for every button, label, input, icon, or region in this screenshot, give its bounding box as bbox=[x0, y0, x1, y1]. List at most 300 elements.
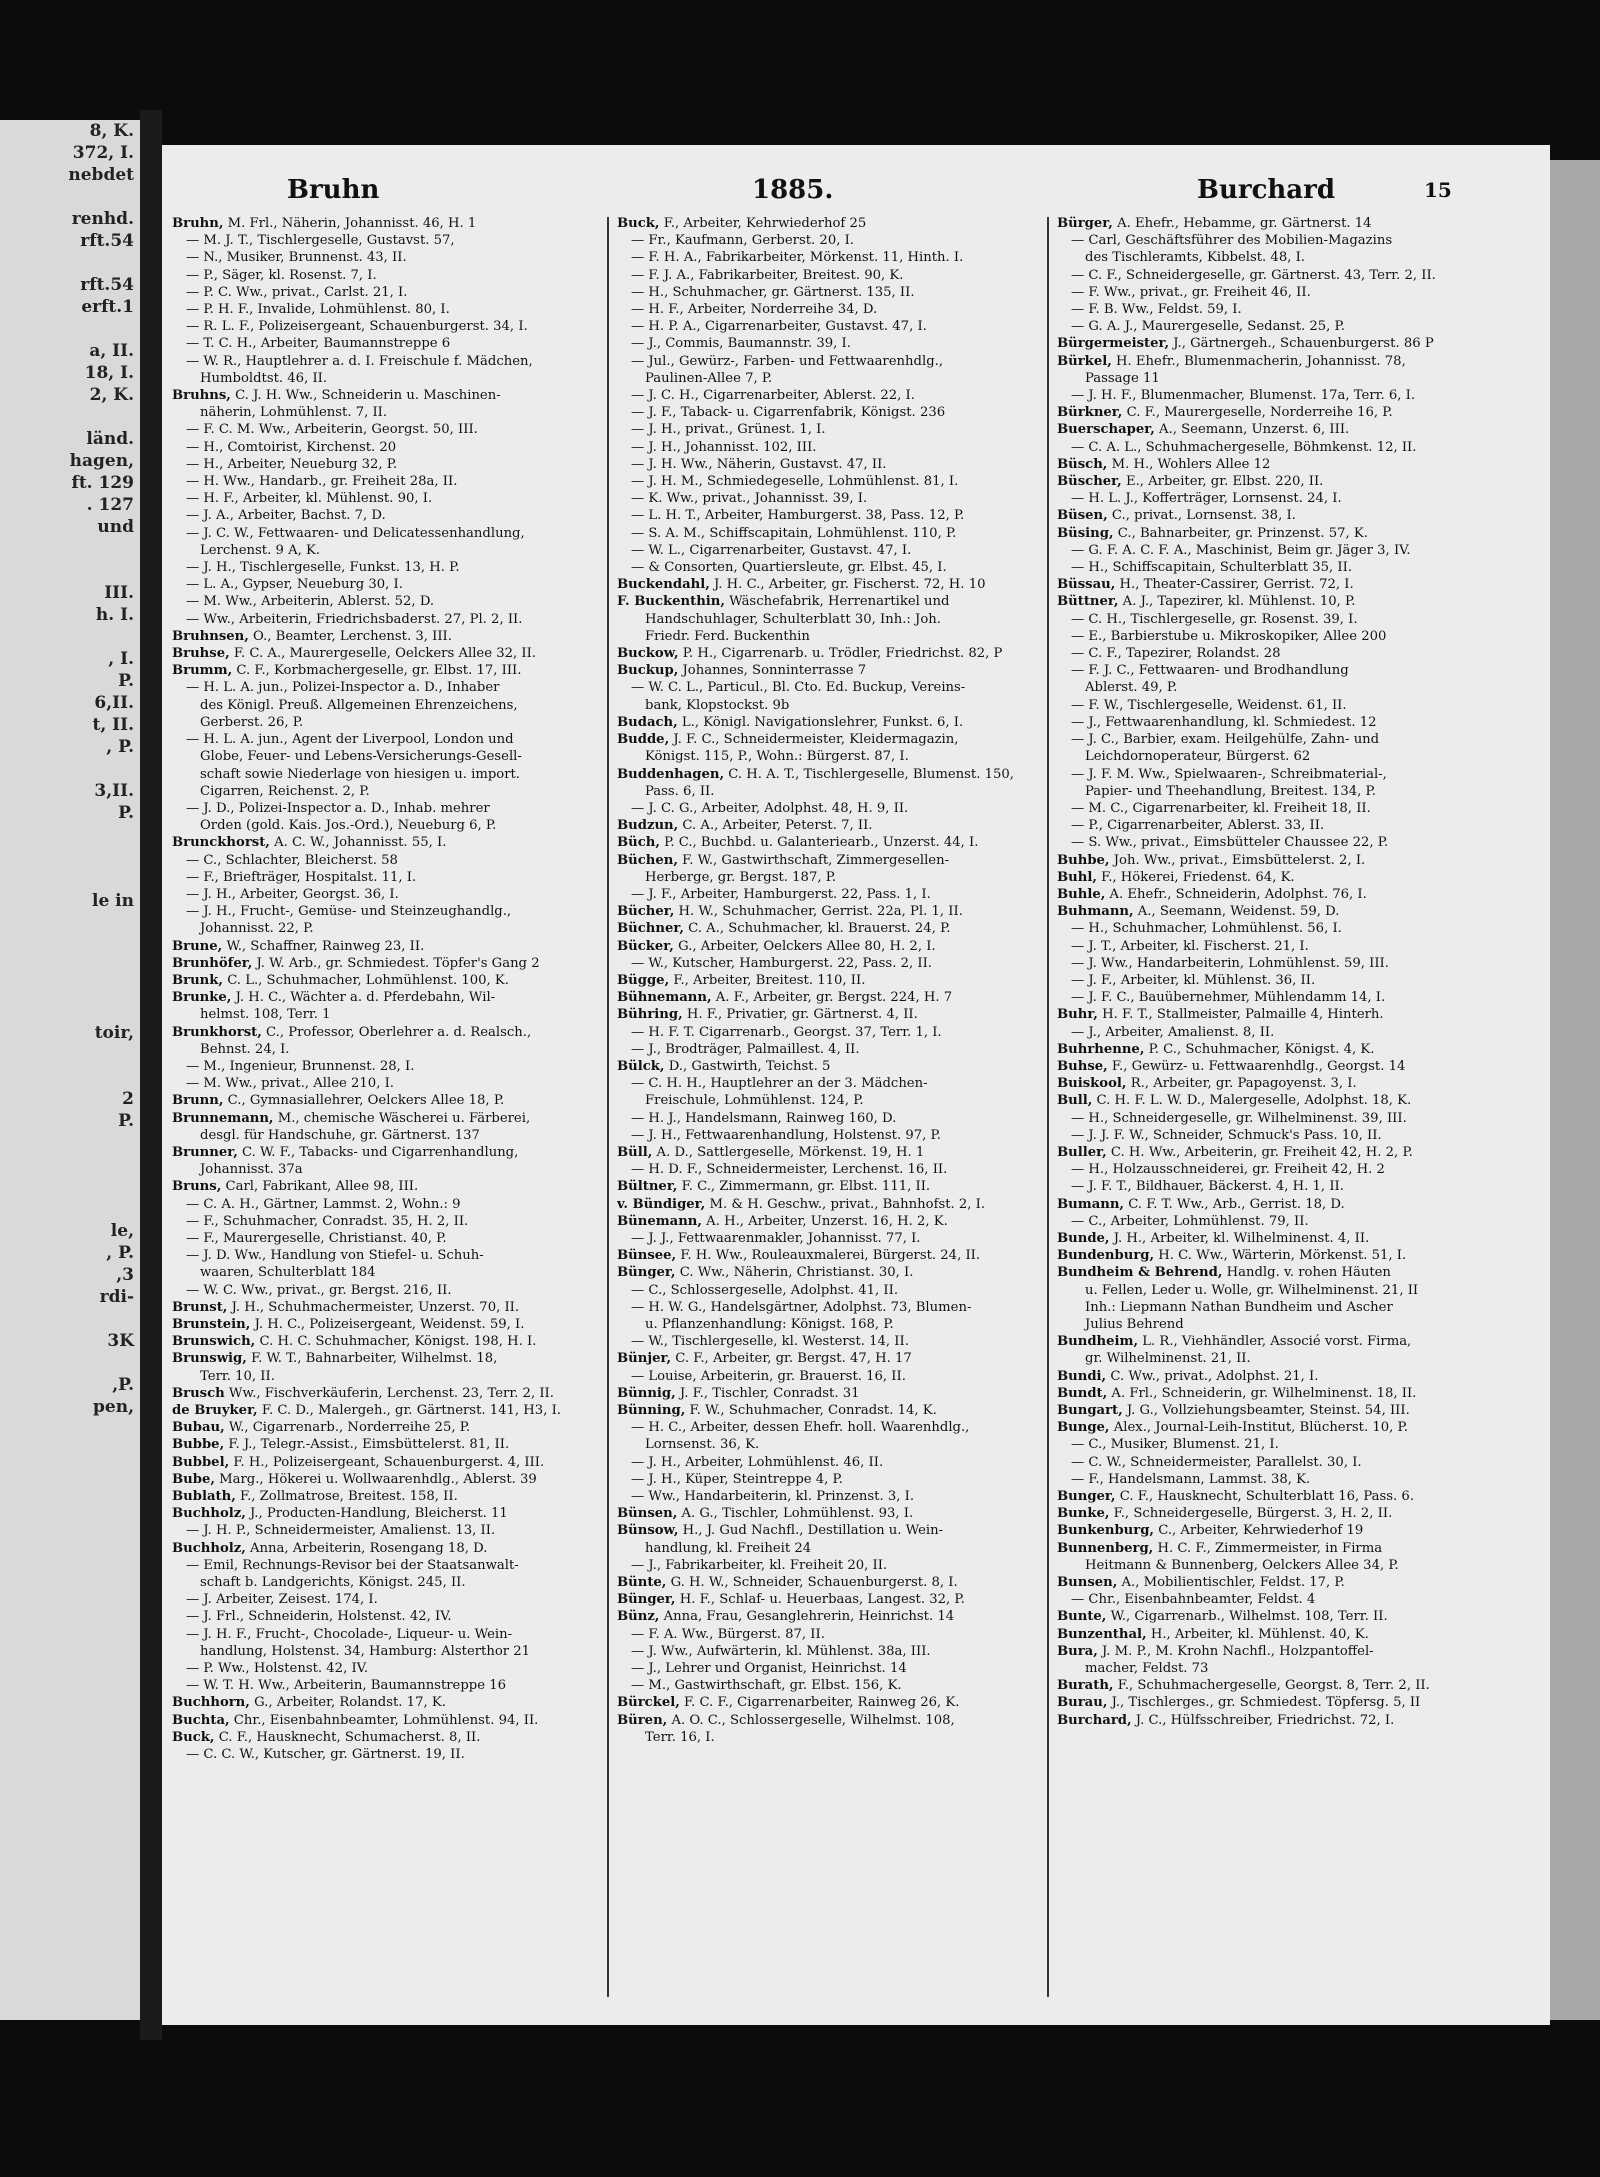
directory-entry-line bbox=[1057, 421, 1482, 438]
entry-details: F. W., Gastwirthschaft, Zimmergesellen- bbox=[677, 852, 950, 868]
previous-page-fragment bbox=[0, 538, 140, 560]
directory-entry-line: — H. W. G., Handelsgärtner, Adolphst. 73, Blumen- bbox=[631, 1299, 972, 1315]
entry-details: W., Schaffner, Rainweg 23, II. bbox=[222, 938, 425, 954]
directory-entry-line: Orden (gold. Kais. Jos.-Ord.), Neueburg 6, P. bbox=[200, 818, 497, 834]
directory-entry-line: — C. H. H., Hauptlehrer an der 3. Mädchen- bbox=[631, 1076, 928, 1092]
entry-surname: Bunke, bbox=[1057, 1506, 1110, 1522]
previous-page-fragment bbox=[0, 846, 140, 868]
entry-details: C. A., Schuhmacher, kl. Brauerst. 24, P. bbox=[683, 921, 951, 937]
entry-surname: Buhmann, bbox=[1057, 904, 1134, 920]
entry-details: P. C., Schuhmacher, Königst. 4, K. bbox=[1144, 1041, 1375, 1057]
entry-details: L. R., Viehhändler, Associé vorst. Firma, bbox=[1138, 1334, 1412, 1350]
previous-page-fragment bbox=[0, 1352, 140, 1374]
directory-entry-line bbox=[617, 1712, 1042, 1729]
directory-entry-line: — G. A. J., Maurergeselle, Sedanst. 25, P. bbox=[1071, 319, 1345, 335]
entry-details: Anna, Frau, Gesanglehrerin, Heinrichst. 14 bbox=[659, 1609, 955, 1625]
entry-details: M. H., Wohlers Allee 12 bbox=[1107, 456, 1271, 472]
entry-surname: Bunger, bbox=[1057, 1489, 1116, 1505]
entry-details: C., Arbeiter, Kehrwiederhof 19 bbox=[1154, 1523, 1364, 1539]
directory-entry-line: — J. D. Ww., Handlung von Stiefel- u. Schuh- bbox=[186, 1248, 484, 1264]
entry-surname: Bürgermeister, bbox=[1057, 336, 1170, 352]
entry-surname: Bünemann, bbox=[617, 1213, 702, 1229]
directory-entry-line: — Jul., Gewürz-, Farben- und Fettwaarenhdlg., bbox=[631, 353, 944, 369]
entry-surname: Buckendahl, bbox=[617, 577, 710, 593]
directory-entry-line: — J. H. M., Schmiedegeselle, Lohmühlenst. 81, I. bbox=[631, 474, 959, 490]
directory-entry-line bbox=[1057, 1385, 1482, 1402]
entry-details: C. F., Arbeiter, gr. Bergst. 47, H. 17 bbox=[671, 1351, 912, 1367]
directory-entry-line bbox=[1057, 576, 1482, 593]
directory-entry-line: — W. T. H. Ww., Arbeiterin, Baumannstreppe 16 bbox=[186, 1678, 507, 1694]
directory-entry-line: — C. F., Tapezirer, Rolandst. 28 bbox=[1071, 646, 1281, 662]
directory-entry-line bbox=[1057, 1144, 1482, 1161]
directory-entry-line bbox=[617, 1006, 1042, 1023]
directory-entry-line: — C., Schlachter, Bleicherst. 58 bbox=[186, 852, 398, 868]
entry-surname: Bunge, bbox=[1057, 1420, 1110, 1436]
entry-details: J., Tischlerges., gr. Schmiedest. Töpfersg. 5, II bbox=[1107, 1695, 1421, 1711]
entry-surname: Büssau, bbox=[1057, 577, 1116, 593]
entry-details: C. H. F. L. W. D., Malergeselle, Adolphst. 18, K. bbox=[1092, 1093, 1412, 1109]
directory-entry-line: Johannisst. 22, P. bbox=[200, 921, 314, 937]
entry-details: A., Mobilientischler, Feldst. 17, P. bbox=[1117, 1575, 1345, 1591]
directory-entry-line: — M. J. T., Tischlergeselle, Gustavst. 57, bbox=[186, 233, 455, 249]
directory-entry-line bbox=[1057, 1626, 1482, 1643]
entry-details: M., chemische Wäscherei u. Färberei, bbox=[273, 1110, 531, 1126]
entry-surname: Bültner, bbox=[617, 1179, 678, 1195]
directory-entry-line: — T. C. H., Arbeiter, Baumannstreppe 6 bbox=[186, 336, 451, 352]
directory-entry-line: Julius Behrend bbox=[1085, 1317, 1184, 1332]
directory-entry-line: Papier- und Theehandlung, Breitest. 134, P. bbox=[1085, 783, 1376, 799]
directory-entry-line: Cigarren, Reichenst. 2, P. bbox=[200, 783, 370, 799]
directory-entry-line bbox=[1057, 1075, 1482, 1092]
directory-entry-line: — Louise, Arbeiterin, gr. Brauerst. 16, II. bbox=[631, 1368, 906, 1384]
entry-details: A., Seemann, Unzerst. 6, III. bbox=[1154, 422, 1350, 438]
directory-entry-line: — C., Schlossergeselle, Adolphst. 41, II. bbox=[631, 1282, 899, 1298]
entry-details: H. F., Schlaf- u. Heuerbaas, Langest. 32, P. bbox=[675, 1592, 965, 1608]
directory-entry-line: gr. Wilhelminenst. 21, II. bbox=[1085, 1351, 1251, 1367]
previous-page-fragment: ,P. bbox=[112, 1375, 134, 1395]
entry-surname: Buller, bbox=[1057, 1144, 1107, 1160]
directory-entry-line: Leichdornoperateur, Bürgerst. 62 bbox=[1085, 749, 1311, 765]
entry-details: W., Cigarrenarb., Wilhelmst. 108, Terr. II. bbox=[1106, 1609, 1388, 1625]
left-running-head: Bruhn bbox=[287, 175, 380, 205]
previous-page-fragment: le, bbox=[110, 1221, 134, 1241]
entry-surname: Büsch, bbox=[1057, 456, 1108, 472]
entry-details: C. A., Arbeiter, Peterst. 7, II. bbox=[678, 818, 873, 834]
directory-entry-line: — J. F., Taback- u. Cigarrenfabrik, Königst. 236 bbox=[631, 405, 946, 421]
entry-surname: de Bruyker, bbox=[172, 1403, 258, 1419]
directory-entry-line bbox=[172, 1694, 597, 1711]
entry-details: O., Beamter, Lerchenst. 3, III. bbox=[248, 628, 452, 644]
directory-entry-line: — L. A., Gypser, Neueburg 30, I. bbox=[186, 577, 403, 593]
directory-entry-line bbox=[617, 989, 1042, 1006]
entry-surname: Bünsen, bbox=[617, 1506, 678, 1522]
entry-details: G., Arbeiter, Oelckers Allee 80, H. 2, I. bbox=[673, 938, 936, 954]
directory-entry-line: — J. F. C., Bauübernehmer, Mühlendamm 14, I. bbox=[1071, 990, 1386, 1006]
entry-details: H. C. F., Zimmermeister, in Firma bbox=[1153, 1540, 1383, 1556]
directory-entry-line bbox=[617, 593, 1042, 610]
entry-details: M. & H. Geschw., privat., Bahnhofst. 2, I. bbox=[705, 1196, 986, 1212]
entry-surname: Burchard, bbox=[1057, 1712, 1132, 1728]
directory-entry-line bbox=[172, 1402, 597, 1419]
directory-entry-line: — J. H. Ww., Näherin, Gustavst. 47, II. bbox=[631, 456, 887, 472]
entry-surname: Brunst, bbox=[172, 1299, 228, 1315]
directory-entry-line: — M. Ww., privat., Allee 210, I. bbox=[186, 1076, 394, 1092]
entry-surname: Bundheim, bbox=[1057, 1334, 1139, 1350]
entry-surname: Bundt, bbox=[1057, 1385, 1108, 1401]
entry-surname: Bürger, bbox=[1057, 216, 1113, 231]
entry-details: A. H., Arbeiter, Unzerst. 16, H. 2, K. bbox=[701, 1213, 948, 1229]
previous-page-fragment bbox=[0, 1066, 140, 1088]
entry-surname: Bubau, bbox=[172, 1420, 225, 1436]
previous-page-fragment: nebdet bbox=[68, 165, 134, 185]
entry-surname: Bruns, bbox=[172, 1179, 222, 1195]
directory-entry-line: — F. C. M. Ww., Arbeiterin, Georgst. 50, III. bbox=[186, 422, 478, 438]
previous-page-edge bbox=[0, 120, 140, 2020]
previous-page-fragment: 3K bbox=[107, 1331, 134, 1351]
directory-entry-line bbox=[617, 1694, 1042, 1711]
directory-entry-line bbox=[617, 1350, 1042, 1367]
directory-entry-line bbox=[1057, 869, 1482, 886]
entry-details: F. C. A., Maurergeselle, Oelckers Allee 32, II. bbox=[229, 646, 536, 662]
previous-page-fragment bbox=[0, 1462, 140, 1484]
entry-details: G., Arbeiter, Rolandst. 17, K. bbox=[249, 1695, 446, 1711]
directory-entry-line: Lornsenst. 36, K. bbox=[645, 1437, 760, 1453]
directory-entry-line bbox=[1057, 1608, 1482, 1625]
entry-surname: Büch, bbox=[617, 835, 660, 851]
directory-entry-line: — N., Musiker, Brunnenst. 43, II. bbox=[186, 250, 407, 266]
scanner-edge bbox=[1550, 160, 1600, 2020]
entry-surname: Bünger, bbox=[617, 1265, 676, 1281]
entry-surname: Budach, bbox=[617, 714, 678, 730]
directory-entry-line bbox=[1057, 1058, 1482, 1075]
column-3 bbox=[1057, 215, 1482, 1995]
directory-entry-line bbox=[1057, 525, 1482, 542]
directory-entry-line bbox=[172, 1488, 597, 1505]
entry-details: Handlg. v. rohen Häuten bbox=[1222, 1265, 1391, 1281]
entry-details: C., Bahnarbeiter, gr. Prinzenst. 57, K. bbox=[1113, 525, 1368, 541]
directory-entry-line bbox=[1057, 1505, 1482, 1522]
entry-details: Alex., Journal-Leih-Institut, Blücherst. 10, P. bbox=[1109, 1420, 1408, 1436]
entry-details: J. H., Arbeiter, kl. Wilhelminenst. 4, II. bbox=[1109, 1230, 1370, 1246]
previous-page-fragment: 372, I. bbox=[72, 143, 134, 163]
previous-page-fragment: , I. bbox=[108, 649, 134, 669]
entry-surname: Budzun, bbox=[617, 818, 679, 834]
entry-details: Joh. Ww., privat., Eimsbüttelerst. 2, I. bbox=[1109, 852, 1366, 868]
entry-surname: Bruhn, bbox=[172, 216, 224, 231]
directory-entry-line: — J. H., Küper, Steintreppe 4, P. bbox=[631, 1471, 843, 1487]
directory-entry-line: — H. F. T. Cigarrenarb., Georgst. 37, Terr. 1, I. bbox=[631, 1024, 942, 1040]
entry-details: Anna, Arbeiterin, Rosengang 18, D. bbox=[245, 1540, 488, 1556]
entry-details: C., privat., Lornsenst. 38, I. bbox=[1107, 508, 1296, 524]
directory-entry-line: — W. L., Cigarrenarbeiter, Gustavst. 47, I. bbox=[631, 542, 912, 558]
entry-details: F., Arbeiter, Breitest. 110, II. bbox=[669, 972, 866, 988]
directory-entry-line bbox=[172, 1471, 597, 1488]
directory-entry-line bbox=[172, 215, 597, 232]
entry-surname: Brunke, bbox=[172, 990, 232, 1006]
directory-entry-line: — H. L. A. jun., Agent der Liverpool, London und bbox=[186, 732, 514, 748]
entry-surname: Bundheim & Behrend, bbox=[1057, 1265, 1223, 1281]
directory-entry-line: — J. H., privat., Grünest. 1, I. bbox=[631, 422, 826, 438]
directory-entry-line bbox=[1057, 1419, 1482, 1436]
entry-surname: Buiskool, bbox=[1057, 1076, 1127, 1092]
directory-entry-line: bank, Klopstockst. 9b bbox=[645, 697, 790, 713]
directory-entry-line: Lerchenst. 9 A, K. bbox=[200, 542, 321, 558]
directory-entry-line bbox=[1057, 1230, 1482, 1247]
directory-entry-line: — F., Schuhmacher, Conradst. 35, H. 2, II. bbox=[186, 1213, 469, 1229]
entry-surname: Büsing, bbox=[1057, 525, 1114, 541]
entry-details: H. F. T., Stallmeister, Palmaille 4, Hinterh. bbox=[1097, 1007, 1384, 1023]
directory-entry-line: — J. C. W., Fettwaaren- und Delicatessenhandlung, bbox=[186, 525, 525, 541]
entry-surname: Büsen, bbox=[1057, 508, 1108, 524]
directory-entry-line bbox=[172, 1299, 597, 1316]
directory-entry-line: — S. A. M., Schiffscapitain, Lohmühlenst. 110, P. bbox=[631, 525, 957, 541]
directory-entry-line bbox=[1057, 473, 1482, 490]
directory-entry-line bbox=[617, 1574, 1042, 1591]
directory-entry-line bbox=[172, 1178, 597, 1195]
directory-entry-line: — & Consorten, Quartiersleute, gr. Elbst. 45, I. bbox=[631, 560, 947, 576]
directory-entry-line bbox=[172, 1729, 597, 1746]
directory-entry-line bbox=[1057, 1677, 1482, 1694]
previous-page-fragment: le in bbox=[91, 891, 134, 911]
entry-surname: Bruhns, bbox=[172, 388, 231, 404]
directory-entry-line: Johannisst. 37a bbox=[200, 1162, 303, 1178]
previous-page-fragment: rft.54 bbox=[80, 231, 134, 251]
previous-page-fragment bbox=[0, 824, 140, 846]
directory-entry-line: Freischule, Lohmühlenst. 124, P. bbox=[645, 1093, 864, 1109]
entry-surname: Brunswich, bbox=[172, 1334, 256, 1350]
previous-page-fragment: rdi- bbox=[99, 1287, 134, 1307]
directory-entry-line bbox=[617, 1385, 1042, 1402]
entry-surname: Bürckel, bbox=[617, 1695, 680, 1711]
entry-details: A. Ehefr., Hebamme, gr. Gärtnerst. 14 bbox=[1112, 216, 1372, 231]
previous-page-fragment: ft. 129 bbox=[71, 473, 134, 493]
entry-surname: Buhle, bbox=[1057, 886, 1106, 902]
entry-surname: Bundenburg, bbox=[1057, 1248, 1155, 1264]
entry-surname: Brunckhorst, bbox=[172, 835, 270, 851]
directory-entry-line bbox=[172, 1333, 597, 1350]
previous-page-fragment: h. I. bbox=[95, 605, 134, 625]
previous-page-fragment bbox=[0, 912, 140, 934]
entry-details: W., Cigarrenarb., Norderreihe 25, P. bbox=[224, 1420, 471, 1436]
directory-entry-line bbox=[617, 1264, 1042, 1281]
directory-entry-line: — J. H. F., Blumenmacher, Blumenst. 17a, Terr. 6, I. bbox=[1071, 388, 1416, 404]
directory-entry-line: — J. F. M. Ww., Spielwaaren-, Schreibmaterial-, bbox=[1071, 766, 1387, 782]
entry-details: J. G., Vollziehungsbeamter, Steinst. 54, III. bbox=[1122, 1403, 1410, 1419]
entry-details: H., Arbeiter, kl. Mühlenst. 40, K. bbox=[1146, 1626, 1369, 1642]
directory-entry-line bbox=[172, 1419, 597, 1436]
entry-details: J. M. P., M. Krohn Nachfl., Holzpantoffel- bbox=[1097, 1643, 1374, 1659]
directory-entry-line bbox=[1057, 1368, 1482, 1385]
directory-entry-line bbox=[617, 1213, 1042, 1230]
directory-entry-line: — Fr., Kaufmann, Gerberst. 20, I. bbox=[631, 233, 854, 249]
directory-entry-line: u. Fellen, Leder u. Wolle, gr. Wilhelminenst. 21, II bbox=[1085, 1282, 1419, 1298]
directory-entry-line: — R. L. F., Polizeisergeant, Schauenburgerst. 34, I. bbox=[186, 319, 528, 335]
directory-entry-line bbox=[1057, 507, 1482, 524]
entry-details: A. O. C., Schlossergeselle, Wilhelmst. 108, bbox=[667, 1712, 955, 1728]
directory-entry-line: Behnst. 24, I. bbox=[200, 1041, 290, 1057]
directory-entry-line bbox=[1057, 215, 1482, 232]
directory-entry-line: — C. A. L., Schuhmachergeselle, Böhmkenst. 12, II. bbox=[1071, 439, 1417, 455]
directory-entry-line: — J. F. T., Bildhauer, Bäckerst. 4, H. 1, II. bbox=[1071, 1179, 1344, 1195]
previous-page-fragment bbox=[0, 934, 140, 956]
entry-details: J. H. C., Wächter a. d. Pferdebahn, Wil- bbox=[231, 990, 496, 1006]
directory-entry-line: — P. Ww., Holstenst. 42, IV. bbox=[186, 1661, 369, 1677]
directory-entry-line bbox=[1057, 1574, 1482, 1591]
directory-entry-line bbox=[172, 1436, 597, 1453]
directory-entry-line: — H., Comtoirist, Kirchenst. 20 bbox=[186, 439, 397, 455]
entry-details: H. W., Schuhmacher, Gerrist. 22a, Pl. 1, II. bbox=[674, 904, 963, 920]
entry-surname: Buerschaper, bbox=[1057, 422, 1155, 438]
previous-page-fragment: hagen, bbox=[69, 451, 134, 471]
entry-details: Wäschefabrik, Herrenartikel und bbox=[724, 594, 950, 610]
entry-details: F., Zollmatrose, Breitest. 158, II. bbox=[235, 1489, 458, 1505]
directory-entry-line: — J. A., Arbeiter, Bachst. 7, D. bbox=[186, 508, 386, 524]
column-2 bbox=[617, 215, 1042, 1995]
entry-details: F., Schneidergeselle, Bürgerst. 3, H. 2, II. bbox=[1109, 1506, 1393, 1522]
entry-details: J. W. Arb., gr. Schmiedest. Töpfer's Gang 2 bbox=[252, 955, 540, 971]
directory-entry-line: — F., Maurergeselle, Christianst. 40, P. bbox=[186, 1230, 447, 1246]
previous-page-fragment bbox=[0, 1044, 140, 1066]
entry-details: F. C. F., Cigarrenarbeiter, Rainweg 26, K. bbox=[679, 1695, 960, 1711]
directory-entry-line bbox=[172, 1316, 597, 1333]
previous-page-fragment bbox=[0, 978, 140, 1000]
directory-entry-line bbox=[1057, 1264, 1482, 1281]
directory-entry-line bbox=[172, 834, 597, 851]
entry-details: H., J. Gud Nachfl., Destillation u. Wein- bbox=[678, 1523, 944, 1539]
entry-surname: Bünsee, bbox=[617, 1248, 677, 1264]
directory-entry-line: — C. F., Schneidergeselle, gr. Gärtnerst. 43, Terr. 2, II. bbox=[1071, 267, 1436, 283]
entry-surname: Bünning, bbox=[617, 1403, 686, 1419]
entry-surname: Büren, bbox=[617, 1712, 668, 1728]
directory-entry-line: — C., Musiker, Blumenst. 21, I. bbox=[1071, 1437, 1279, 1453]
directory-entry-line: — S. Ww., privat., Eimsbütteler Chaussee 22, P. bbox=[1071, 835, 1389, 851]
directory-entry-line: — L. H. T., Arbeiter, Hamburgerst. 38, Pass. 12, P. bbox=[631, 508, 965, 524]
book-gutter bbox=[140, 110, 162, 2040]
directory-entry-line bbox=[617, 714, 1042, 731]
directory-entry-line bbox=[172, 1505, 597, 1522]
page-number: 15 bbox=[1424, 178, 1452, 202]
directory-entry-line: — W. R., Hauptlehrer a. d. I. Freischule f. Mädchen, bbox=[186, 353, 533, 369]
directory-entry-line: macher, Feldst. 73 bbox=[1085, 1661, 1209, 1677]
directory-entry-line: — M. Ww., Arbeiterin, Ablerst. 52, D. bbox=[186, 594, 435, 610]
entry-surname: Bruhnsen, bbox=[172, 628, 249, 644]
previous-page-fragment: P. bbox=[118, 671, 134, 691]
directory-entry-line bbox=[172, 628, 597, 645]
directory-entry-line: Friedr. Ferd. Buckenthin bbox=[645, 628, 810, 644]
entry-details: A. G., Tischler, Lohmühlenst. 93, I. bbox=[677, 1506, 914, 1522]
directory-entry-line: — J. H., Arbeiter, Lohmühlenst. 46, II. bbox=[631, 1454, 884, 1470]
entry-details: P. H., Cigarrenarb. u. Trödler, Friedrichst. 82, P bbox=[678, 646, 1003, 662]
entry-surname: Büll, bbox=[617, 1144, 653, 1160]
entry-surname: Brune, bbox=[172, 938, 223, 954]
directory-entry-line: — H., Holzausschneiderei, gr. Freiheit 42, H. 2 bbox=[1071, 1162, 1385, 1178]
directory-entry-line bbox=[617, 834, 1042, 851]
directory-entry-line bbox=[1057, 1333, 1482, 1350]
directory-entry-line: — H., Schiffscapitain, Schulterblatt 35, II. bbox=[1071, 560, 1353, 576]
entry-details: G. H. W., Schneider, Schauenburgerst. 8, I. bbox=[666, 1575, 958, 1591]
directory-entry-line: — H. P. A., Cigarrenarbeiter, Gustavst. 47, I. bbox=[631, 319, 927, 335]
directory-entry-line: — Chr., Eisenbahnbeamter, Feldst. 4 bbox=[1071, 1592, 1316, 1608]
entry-surname: Buckow, bbox=[617, 646, 679, 662]
directory-entry-line bbox=[172, 1144, 597, 1161]
directory-entry-line bbox=[172, 955, 597, 972]
directory-entry-line: — H., Arbeiter, Neueburg 32, P. bbox=[186, 456, 398, 472]
year-heading: 1885. bbox=[752, 175, 834, 205]
previous-page-fragment: und bbox=[97, 517, 134, 537]
directory-entry-line: — H. Ww., Handarb., gr. Freiheit 28a, II. bbox=[186, 474, 458, 490]
directory-entry-line bbox=[1057, 1041, 1482, 1058]
directory-entry-line bbox=[617, 972, 1042, 989]
directory-entry-line: Handschuhlager, Schulterblatt 30, Inh.: Joh. bbox=[645, 611, 941, 627]
directory-entry-line bbox=[1057, 353, 1482, 370]
directory-entry-line: — J. J. F. W., Schneider, Schmuck's Pass. 10, II. bbox=[1071, 1127, 1382, 1143]
entry-surname: Bücker, bbox=[617, 938, 674, 954]
entry-details: C. Ww., privat., Adolphst. 21, I. bbox=[1106, 1368, 1319, 1384]
directory-entry-line: — J. C. H., Cigarrenarbeiter, Ablerst. 22, I. bbox=[631, 388, 915, 404]
previous-page-fragment bbox=[0, 1000, 140, 1022]
entry-details: J. F., Tischler, Conradst. 31 bbox=[675, 1385, 860, 1401]
directory-entry-line: — J., Lehrer und Organist, Heinrichst. 14 bbox=[631, 1661, 907, 1677]
entry-surname: Bubbel, bbox=[172, 1454, 230, 1470]
entry-surname: Bruhse, bbox=[172, 646, 230, 662]
previous-page-fragment: erft.1 bbox=[81, 297, 134, 317]
directory-entry-line: — J. H., Fettwaarenhandlung, Holstenst. 97, P. bbox=[631, 1127, 941, 1143]
directory-entry-line bbox=[172, 938, 597, 955]
entry-details: R., Arbeiter, gr. Papagoyenst. 3, I. bbox=[1126, 1076, 1357, 1092]
previous-page-fragment: , P. bbox=[106, 737, 134, 757]
directory-entry-line: näherin, Lohmühlenst. 7, II. bbox=[200, 405, 388, 421]
entry-surname: Brunstein, bbox=[172, 1317, 251, 1332]
directory-entry-line bbox=[1057, 1247, 1482, 1264]
directory-entry-line: — J. F., Arbeiter, kl. Mühlenst. 36, II. bbox=[1071, 972, 1316, 988]
directory-entry-line bbox=[1057, 903, 1482, 920]
directory-entry-line bbox=[1057, 1540, 1482, 1557]
previous-page-fragment: 6,II. bbox=[94, 693, 134, 713]
previous-page-fragment: 2 bbox=[122, 1089, 134, 1109]
entry-surname: Bungart, bbox=[1057, 1403, 1123, 1419]
entry-surname: Buhbe, bbox=[1057, 852, 1110, 868]
directory-entry-line: schaft b. Landgerichts, Königst. 245, II. bbox=[200, 1575, 466, 1591]
directory-entry-line: des Tischleramts, Kibbelst. 48, I. bbox=[1085, 250, 1306, 266]
previous-page-fragment: pen, bbox=[93, 1397, 134, 1417]
column-rule bbox=[1047, 217, 1049, 1997]
entry-surname: Budde, bbox=[617, 732, 670, 748]
entry-details: C. H. C. Schuhmacher, Königst. 198, H. I. bbox=[255, 1334, 537, 1350]
directory-entry-line: — J. Ww., Handarbeiterin, Lohmühlenst. 59, III. bbox=[1071, 955, 1389, 971]
directory-entry-line: — J., Arbeiter, Amalienst. 8, II. bbox=[1071, 1024, 1275, 1040]
entry-details: A. F., Arbeiter, gr. Bergst. 224, H. 7 bbox=[711, 990, 953, 1006]
directory-entry-line bbox=[1057, 335, 1482, 352]
previous-page-fragment: renhd. bbox=[71, 209, 134, 229]
entry-surname: Buchta, bbox=[172, 1712, 230, 1728]
directory-entry-line bbox=[1057, 1643, 1482, 1660]
entry-details: A. D., Sattlergeselle, Mörkenst. 19, H. 1 bbox=[652, 1144, 925, 1160]
entry-details: C. W. F., Tabacks- und Cigarrenhandlung, bbox=[237, 1144, 519, 1160]
directory-entry-line: — P. H. F., Invalide, Lohmühlenst. 80, I. bbox=[186, 302, 450, 318]
entry-surname: Bumann, bbox=[1057, 1196, 1124, 1212]
previous-page-fragment: . 127 bbox=[86, 495, 134, 515]
directory-entry-line: — J. J., Fettwaarenmakler, Johannisst. 77, I. bbox=[631, 1230, 921, 1246]
directory-entry-line bbox=[617, 938, 1042, 955]
column-rule bbox=[607, 217, 609, 1997]
directory-entry-line: Passage 11 bbox=[1085, 370, 1160, 386]
directory-entry-line: — H. L. A. jun., Polizei-Inspector a. D., Inhaber bbox=[186, 680, 500, 696]
directory-entry-line: desgl. für Handschuhe, gr. Gärtnerst. 137 bbox=[200, 1127, 480, 1143]
directory-entry-line: Gerberst. 26, P. bbox=[200, 714, 304, 730]
entry-surname: Bublath, bbox=[172, 1489, 236, 1505]
directory-entry-line bbox=[1057, 404, 1482, 421]
entry-details: C., Gymnasiallehrer, Oelckers Allee 18, P. bbox=[223, 1093, 505, 1109]
